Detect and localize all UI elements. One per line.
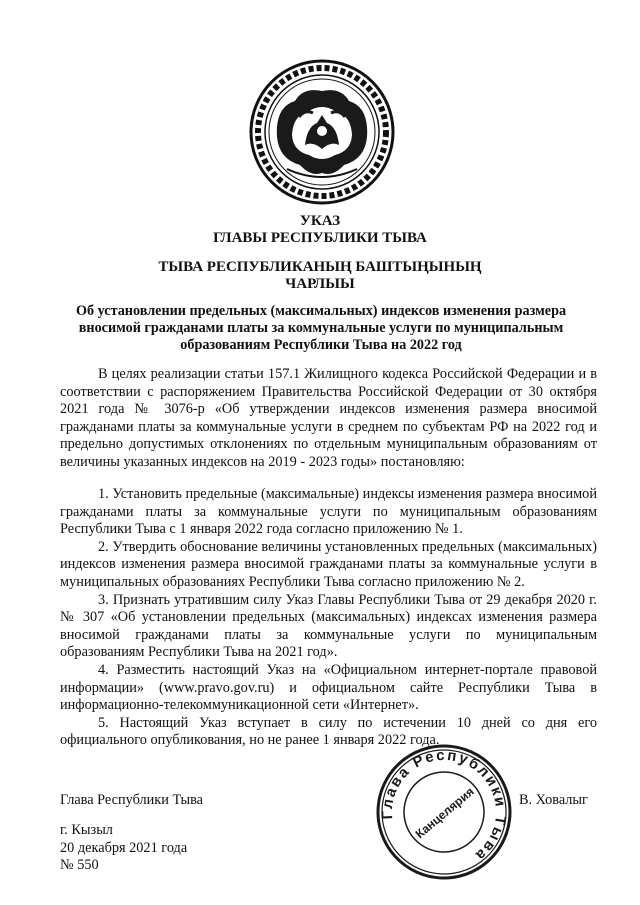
signatory-position: Глава Республики Тыва: [60, 792, 203, 808]
decree-item-2: 2. Утвердить обоснование величины установленных предельных (максимальных) индексов изменения размера вносимой гражданами платы за коммунальные услуги в муниципальных образованиях Республики Тыва согласно приложению № 2.: [60, 538, 597, 590]
decree-date: 20 декабря 2021 года: [60, 839, 188, 856]
heading-line-1: УКАЗ: [299, 213, 341, 229]
decree-heading: [60, 213, 580, 247]
heading-line-4: ЧАРЛЫЫ: [285, 276, 355, 292]
decree-heading-tuvan: [60, 259, 580, 293]
decree-items: [60, 486, 597, 750]
city: г. Кызыл: [60, 822, 113, 838]
coat-of-arms-icon: [247, 57, 397, 207]
seal-stamp-icon: [374, 742, 514, 882]
decree-title: Об установлении предельных (максимальных) индексов изменения размера вносимой гражданами платы за коммунальные услуги по муниципальным образованиям Республики Тыва на 2022 год: [75, 303, 567, 353]
decree-item-5: 5. Настоящий Указ вступает в силу по истечении 10 дней со дня его официального опубликования, но не ранее 1 января 2022 года.: [60, 714, 597, 749]
place-date-number: [60, 822, 187, 875]
signatory-name: В. Ховалыг: [519, 792, 588, 808]
stamp-ring-text: Глава Республики Тыва: [378, 746, 510, 866]
decree-item-3: 3. Признать утратившим силу Указ Главы Республики Тыва от 29 декабря 2020 г. № 307 «Об установлении предельных (максимальных) индексах изменения размера вносимой гражданами платы за коммунальные услуги по муниципальным образованиям Республики Тыва на 2021 год».: [60, 591, 597, 661]
decree-item-1: 1. Установить предельные (максимальные) индексы изменения размера вносимой гражданами платы за коммунальные услуги по муниципальным образованиям Республики Тыва с 1 января 2022 года согласно приложению № 1.: [60, 486, 597, 538]
heading-line-2: ГЛАВЫ РЕСПУБЛИКИ ТЫВА: [213, 230, 427, 246]
stamp-center-text: Канцелярия: [412, 784, 477, 842]
intro-paragraph: [60, 366, 597, 472]
heading-line-3: ТЫВА РЕСПУБЛИКАНЫҢ БАШТЫҢЫНЫҢ: [158, 259, 482, 275]
intro-text: В целях реализации статьи 157.1 Жилищного кодекса Российской Федерации и в соответствии с распоряжением Правительства Российской Федерации от 30 октября 2021 года № 3076-р «Об утверждении индексов изменения размера вносимой гражданами платы за коммунальные услуги в среднем по субъектам РФ на 2022 год и предельно допустимых отклонениях по отдельным муниципальным образованиям от величины указанных индексов на 2019 - 2023 годы» постановляю:: [60, 366, 597, 470]
decree-item-4: 4. Разместить настоящий Указ на «Официальном интернет-портале правовой информации» (www.pravo.gov.ru) и официальном сайте Республики Тыва в информационно-телекоммуникационной сети «Интернет».: [60, 661, 597, 714]
decree-number: № 550: [60, 857, 99, 874]
